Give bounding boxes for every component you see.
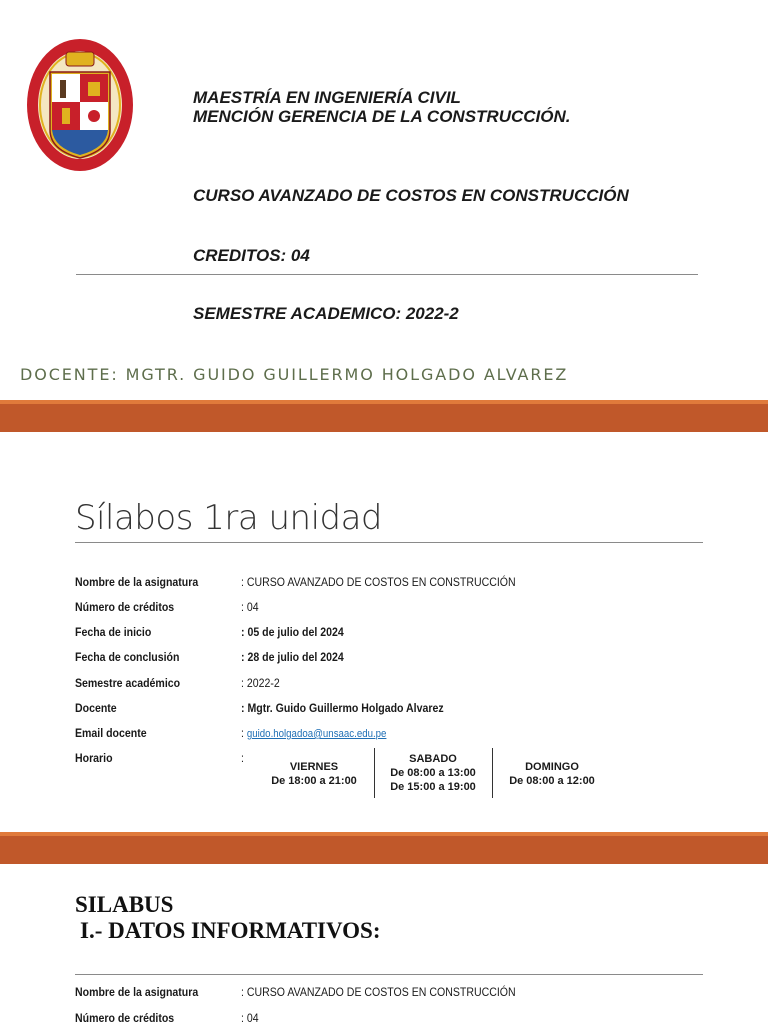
divider [75,542,703,543]
row-label: Horario [75,751,113,765]
slide-separator-band [0,836,768,864]
row-label: Docente [75,701,117,715]
row-value: : 28 de julio del 2024 [241,650,344,664]
schedule-day: DOMINGO [525,761,579,773]
course-title: CURSO AVANZADO DE COSTOS EN CONSTRUCCIÓN [193,186,629,205]
row-label: Fecha de inicio [75,625,152,639]
schedule-saturday [380,752,486,794]
program-title [193,88,570,126]
university-seal-icon [26,38,134,172]
row-value: : [241,751,244,765]
schedule-sunday [498,760,606,788]
row-label: Nombre de la asignatura [75,575,199,589]
row-value: : 05 de julio del 2024 [241,625,344,639]
divider [75,974,703,975]
syllabus-slide [0,432,768,832]
row-value: : 04 [241,1011,259,1024]
schedule-day: VIERNES [289,761,339,773]
row-value: : 2022-2 [241,676,280,690]
schedule-time: De 08:00 a 13:00 [390,767,476,779]
row-label: Fecha de conclusión [75,650,180,664]
row-label: Semestre académico [75,676,181,690]
schedule-friday [262,760,366,788]
cover-slide [0,0,768,400]
row-value: : 04 [241,600,259,614]
divider [76,274,698,275]
schedule-day: SABADO [409,753,457,765]
schedule-time: De 18:00 a 21:00 [271,775,357,787]
row-label: Número de créditos [75,600,175,614]
heading-datos: I.- DATOS INFORMATIVOS: [80,918,381,943]
heading-silabus: SILABUS [75,892,174,917]
silabus-slide [0,864,768,1024]
row-value: : CURSO AVANZADO DE COSTOS EN CONSTRUCCIÓN [241,575,516,589]
schedule-time: De 08:00 a 12:00 [509,775,595,787]
row-value [241,726,386,740]
silabus-heading [75,892,380,944]
row-label: Nombre de la asignatura [75,985,199,999]
email-link[interactable]: guido.holgadoa@unsaac.edu.pe [246,728,387,740]
slide-title: Sílabos 1ra unidad [75,498,383,538]
semester-text: SEMESTRE ACADEMICO: 2022-2 [193,304,459,323]
row-value: : Mgtr. Guido Guillermo Holgado Alvarez [241,701,444,715]
program-line-1: MAESTRÍA EN INGENIERÍA CIVIL [193,88,461,107]
row-label: Número de créditos [75,1011,175,1024]
email-colon: : [241,726,244,740]
docente-text: DOCENTE: MGTR. GUIDO GUILLERMO HOLGADO ALVAREZ [20,365,569,384]
row-value: : CURSO AVANZADO DE COSTOS EN CONSTRUCCIÓN [241,985,516,999]
schedule-time: De 15:00 a 19:00 [390,781,476,793]
row-label: Email docente [75,726,147,740]
schedule-divider [492,748,493,798]
schedule-divider [374,748,375,798]
program-line-2: MENCIÓN GERENCIA DE LA CONSTRUCCIÓN. [193,107,571,126]
slide-separator-band [0,404,768,432]
credits-text: CREDITOS: 04 [193,246,310,265]
